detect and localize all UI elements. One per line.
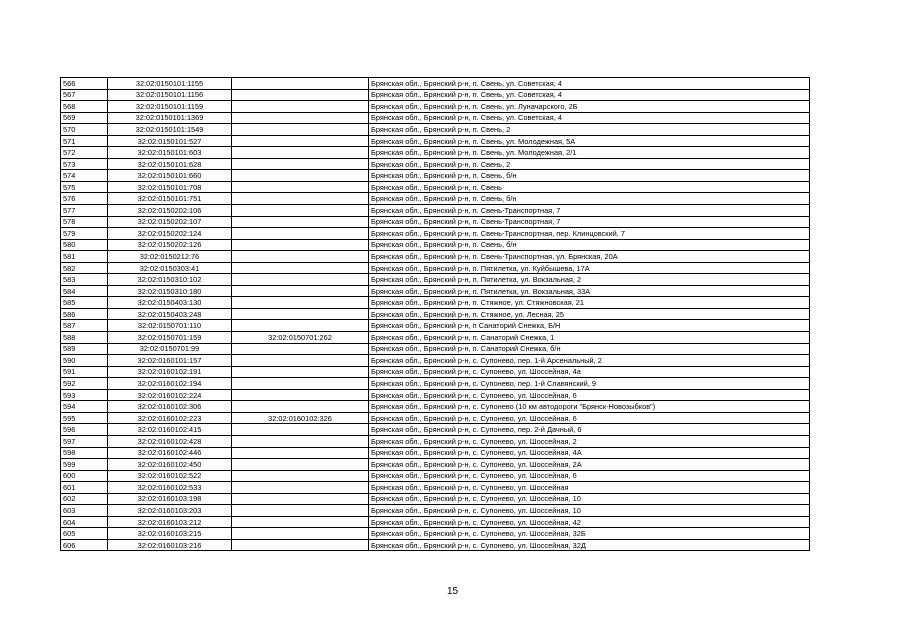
cadastral-number-cell: 32:02:0150701:159	[108, 332, 232, 344]
previous-cadastral-number-cell	[232, 112, 369, 124]
previous-cadastral-number-cell	[232, 539, 369, 551]
table-body	[61, 78, 810, 551]
previous-cadastral-number-cell	[232, 78, 369, 90]
address-cell: Брянская обл., Брянский р-н, с. Супонево, ул. Шоссейная, 10	[369, 493, 810, 505]
cadastral-number-cell: 32:02:0160102:415	[108, 424, 232, 436]
table-row	[61, 505, 810, 517]
previous-cadastral-number-cell	[232, 470, 369, 482]
row-number-cell: 584	[61, 285, 108, 297]
row-number-cell: 601	[61, 482, 108, 494]
previous-cadastral-number-cell	[232, 285, 369, 297]
previous-cadastral-number-cell	[232, 181, 369, 193]
address-cell: Брянская обл., Брянский р-н, п Санаторий Снежка, Б/Н	[369, 320, 810, 332]
previous-cadastral-number-cell	[232, 366, 369, 378]
cadastral-number-cell: 32:02:0160102:522	[108, 470, 232, 482]
previous-cadastral-number-cell	[232, 274, 369, 286]
table-row	[61, 216, 810, 228]
row-number-cell: 581	[61, 251, 108, 263]
cadastral-register-table	[60, 77, 810, 551]
cadastral-number-cell: 32:02:0150101:751	[108, 193, 232, 205]
table-row	[61, 193, 810, 205]
previous-cadastral-number-cell	[232, 158, 369, 170]
previous-cadastral-number-cell	[232, 135, 369, 147]
row-number-cell: 569	[61, 112, 108, 124]
row-number-cell: 570	[61, 124, 108, 136]
cadastral-number-cell: 32:02:0150403:130	[108, 297, 232, 309]
address-cell: Брянская обл., Брянский р-н, с. Супонево, ул. Шоссейная, 2А	[369, 459, 810, 471]
table-row	[61, 424, 810, 436]
address-cell: Брянская обл., Брянский р-н, с. Супонево, пер. 2-й Дачный, 6	[369, 424, 810, 436]
address-cell: Брянская обл., Брянский р-н, п. Свень, ул. Советская, 4	[369, 78, 810, 90]
address-cell: Брянская обл., Брянский р-н, п. Свень, ул. Молодежная, 5А	[369, 135, 810, 147]
table-row	[61, 389, 810, 401]
table-row	[61, 89, 810, 101]
table-row	[61, 124, 810, 136]
previous-cadastral-number-cell	[232, 493, 369, 505]
table-row	[61, 493, 810, 505]
address-cell: Брянская обл., Брянский р-н, п. Свень, 2	[369, 124, 810, 136]
row-number-cell: 575	[61, 181, 108, 193]
table-row	[61, 539, 810, 551]
row-number-cell: 606	[61, 539, 108, 551]
address-cell: Брянская обл., Брянский р-н, п. Свень, ул. Молодежная, 2/1	[369, 147, 810, 159]
cadastral-number-cell: 32:02:0150303:41	[108, 262, 232, 274]
previous-cadastral-number-cell	[232, 228, 369, 240]
row-number-cell: 603	[61, 505, 108, 517]
address-cell: Брянская обл., Брянский р-н, п. Санаторий Снежка, 1	[369, 332, 810, 344]
row-number-cell: 571	[61, 135, 108, 147]
cadastral-number-cell: 32:02:0160102:223	[108, 412, 232, 424]
address-cell: Брянская обл., Брянский р-н, п. Свень, б/н	[369, 193, 810, 205]
row-number-cell: 605	[61, 528, 108, 540]
table-row	[61, 274, 810, 286]
cadastral-number-cell: 32:02:0150101:1155	[108, 78, 232, 90]
cadastral-number-cell: 32:02:0150403:248	[108, 308, 232, 320]
address-cell: Брянская обл., Брянский р-н, с. Супонево, ул. Шоссейная, 4а	[369, 366, 810, 378]
row-number-cell: 588	[61, 332, 108, 344]
cadastral-number-cell: 32:02:0160103:198	[108, 493, 232, 505]
table-row	[61, 170, 810, 182]
table-row	[61, 401, 810, 413]
row-number-cell: 604	[61, 516, 108, 528]
table-row	[61, 378, 810, 390]
table-row	[61, 482, 810, 494]
cadastral-number-cell: 32:02:0150101:1159	[108, 101, 232, 113]
address-cell: Брянская обл., Брянский р-н, с. Супонево, пер. 1-й Славянский, 9	[369, 378, 810, 390]
table-row	[61, 158, 810, 170]
row-number-cell: 586	[61, 308, 108, 320]
row-number-cell: 567	[61, 89, 108, 101]
row-number-cell: 573	[61, 158, 108, 170]
row-number-cell: 582	[61, 262, 108, 274]
previous-cadastral-number-cell	[232, 124, 369, 136]
table-row	[61, 147, 810, 159]
table-row	[61, 101, 810, 113]
row-number-cell: 589	[61, 343, 108, 355]
address-cell: Брянская обл., Брянский р-н, с. Супонево, ул. Шоссейная, 10	[369, 505, 810, 517]
address-cell: Брянская обл., Брянский р-н, п. Свень, ул. Луначарского, 2Б	[369, 101, 810, 113]
address-cell: Брянская обл., Брянский р-н, п. Санаторий Снежка, б/н	[369, 343, 810, 355]
table-row	[61, 112, 810, 124]
address-cell: Брянская обл., Брянский р-н, с. Супонево, ул. Шоссейная, 32Б	[369, 528, 810, 540]
table-row	[61, 366, 810, 378]
row-number-cell: 593	[61, 389, 108, 401]
row-number-cell: 596	[61, 424, 108, 436]
cadastral-number-cell: 32:02:0160102:306	[108, 401, 232, 413]
address-cell: Брянская обл., Брянский р-н, п. Свень-Транспортная, 7	[369, 216, 810, 228]
table-row	[61, 308, 810, 320]
address-cell: Брянская обл., Брянский р-н, п. Стяжное, ул. Стяжновская, 21	[369, 297, 810, 309]
table-row	[61, 516, 810, 528]
previous-cadastral-number-cell	[232, 170, 369, 182]
previous-cadastral-number-cell	[232, 205, 369, 217]
address-cell: Брянская обл., Брянский р-н, п. Свень, 2	[369, 158, 810, 170]
cadastral-number-cell: 32:02:0150202:107	[108, 216, 232, 228]
row-number-cell: 594	[61, 401, 108, 413]
row-number-cell: 599	[61, 459, 108, 471]
page-number: 15	[446, 586, 459, 597]
row-number-cell: 597	[61, 435, 108, 447]
row-number-cell: 566	[61, 78, 108, 90]
previous-cadastral-number-cell	[232, 89, 369, 101]
table-row	[61, 135, 810, 147]
cadastral-number-cell: 32:02:0150202:124	[108, 228, 232, 240]
row-number-cell: 600	[61, 470, 108, 482]
address-cell: Брянская обл., Брянский р-н, п. Пятилетка, ул. Куйбышева, 17А	[369, 262, 810, 274]
address-cell: Брянская обл., Брянский р-н, с. Супонево (10 км автодороги "Брянск-Новозыбков")	[369, 401, 810, 413]
cadastral-number-cell: 32:02:0160102:191	[108, 366, 232, 378]
table-row	[61, 447, 810, 459]
row-number-cell: 595	[61, 412, 108, 424]
cadastral-number-cell: 32:02:0150701:99	[108, 343, 232, 355]
previous-cadastral-number-cell	[232, 459, 369, 471]
row-number-cell: 590	[61, 355, 108, 367]
address-cell: Брянская обл., Брянский р-н, п. Свень, ул. Советская, 4	[369, 112, 810, 124]
row-number-cell: 572	[61, 147, 108, 159]
address-cell: Брянская обл., Брянский р-н, с. Супонево, ул. Шоссейная, 6	[369, 412, 810, 424]
previous-cadastral-number-cell	[232, 297, 369, 309]
address-cell: Брянская обл., Брянский р-н, с. Супонево, ул. Шоссейная	[369, 482, 810, 494]
row-number-cell: 585	[61, 297, 108, 309]
table-row	[61, 239, 810, 251]
cadastral-number-cell: 32:02:0160102:450	[108, 459, 232, 471]
table-row	[61, 297, 810, 309]
previous-cadastral-number-cell	[232, 193, 369, 205]
address-cell: Брянская обл., Брянский р-н, п. Пятилетка, ул. Вокзальная, 33А	[369, 285, 810, 297]
cadastral-number-cell: 32:02:0150101:1549	[108, 124, 232, 136]
row-number-cell: 576	[61, 193, 108, 205]
cadastral-number-cell: 32:02:0160103:216	[108, 539, 232, 551]
address-cell: Брянская обл., Брянский р-н, п. Свень, ул. Советская, 4	[369, 89, 810, 101]
row-number-cell: 577	[61, 205, 108, 217]
cadastral-number-cell: 32:02:0150101:660	[108, 170, 232, 182]
cadastral-number-cell: 32:02:0160103:215	[108, 528, 232, 540]
address-cell: Брянская обл., Брянский р-н, с. Супонево, ул. Шоссейная, 32Д	[369, 539, 810, 551]
table-row	[61, 412, 810, 424]
address-cell: Брянская обл., Брянский р-н, с. Супонево, пер. 1-й Арсенальный, 2	[369, 355, 810, 367]
row-number-cell: 578	[61, 216, 108, 228]
previous-cadastral-number-cell	[232, 262, 369, 274]
address-cell: Брянская обл., Брянский р-н, п. Свень, б/н	[369, 239, 810, 251]
cadastral-number-cell: 32:02:0160102:533	[108, 482, 232, 494]
previous-cadastral-number-cell	[232, 528, 369, 540]
previous-cadastral-number-cell	[232, 216, 369, 228]
address-cell: Брянская обл., Брянский р-н, с. Супонево, ул. Шоссейная, 6	[369, 389, 810, 401]
previous-cadastral-number-cell	[232, 355, 369, 367]
row-number-cell: 579	[61, 228, 108, 240]
table-row	[61, 343, 810, 355]
row-number-cell: 574	[61, 170, 108, 182]
address-cell: Брянская обл., Брянский р-н, п. Стяжное, ул. Лесная, 25	[369, 308, 810, 320]
table-row	[61, 78, 810, 90]
table-row	[61, 181, 810, 193]
previous-cadastral-number-cell	[232, 505, 369, 517]
previous-cadastral-number-cell	[232, 239, 369, 251]
cadastral-number-cell: 32:02:0160103:203	[108, 505, 232, 517]
table-row	[61, 228, 810, 240]
previous-cadastral-number-cell	[232, 101, 369, 113]
cadastral-number-cell: 32:02:0150202:106	[108, 205, 232, 217]
cadastral-number-cell: 32:02:0160103:212	[108, 516, 232, 528]
previous-cadastral-number-cell	[232, 435, 369, 447]
previous-cadastral-number-cell	[232, 343, 369, 355]
row-number-cell: 602	[61, 493, 108, 505]
previous-cadastral-number-cell	[232, 516, 369, 528]
previous-cadastral-number-cell	[232, 482, 369, 494]
previous-cadastral-number-cell	[232, 251, 369, 263]
row-number-cell: 580	[61, 239, 108, 251]
table-row	[61, 528, 810, 540]
row-number-cell: 591	[61, 366, 108, 378]
cadastral-number-cell: 32:02:0150202:126	[108, 239, 232, 251]
cadastral-number-cell: 32:02:0160102:194	[108, 378, 232, 390]
cadastral-number-cell: 32:02:0150310:180	[108, 285, 232, 297]
cadastral-number-cell: 32:02:0150701:110	[108, 320, 232, 332]
address-cell: Брянская обл., Брянский р-н, с. Супонево, ул. Шоссейная, 4А	[369, 447, 810, 459]
address-cell: Брянская обл., Брянский р-н, с. Супонево, ул. Шоссейная, 6	[369, 470, 810, 482]
address-cell: Брянская обл., Брянский р-н, п. Свень	[369, 181, 810, 193]
address-cell: Брянская обл., Брянский р-н, п. Свень, б/н	[369, 170, 810, 182]
previous-cadastral-number-cell	[232, 320, 369, 332]
cadastral-number-cell: 32:02:0150212:76	[108, 251, 232, 263]
address-cell: Брянская обл., Брянский р-н, п. Свень-Транспортная, пер. Клинцовский, 7	[369, 228, 810, 240]
address-cell: Брянская обл., Брянский р-н, п. Свень-Транспортная, ул. Брянская, 20А	[369, 251, 810, 263]
cadastral-number-cell: 32:02:0150101:527	[108, 135, 232, 147]
previous-cadastral-number-cell	[232, 424, 369, 436]
previous-cadastral-number-cell: 32:02:0160102:326	[232, 412, 369, 424]
previous-cadastral-number-cell	[232, 389, 369, 401]
cadastral-number-cell: 32:02:0160102:428	[108, 435, 232, 447]
row-number-cell: 568	[61, 101, 108, 113]
previous-cadastral-number-cell	[232, 401, 369, 413]
cadastral-number-cell: 32:02:0150101:1369	[108, 112, 232, 124]
cadastral-number-cell: 32:02:0150101:708	[108, 181, 232, 193]
table-row	[61, 205, 810, 217]
row-number-cell: 592	[61, 378, 108, 390]
row-number-cell: 583	[61, 274, 108, 286]
table-row	[61, 459, 810, 471]
previous-cadastral-number-cell	[232, 308, 369, 320]
table-row	[61, 320, 810, 332]
address-cell: Брянская обл., Брянский р-н, с. Супонево, ул. Шоссейная, 42	[369, 516, 810, 528]
address-cell: Брянская обл., Брянский р-н, с. Супонево, ул. Шоссейная, 2	[369, 435, 810, 447]
table-row	[61, 435, 810, 447]
cadastral-number-cell: 32:02:0150310:102	[108, 274, 232, 286]
table-row	[61, 332, 810, 344]
cadastral-number-cell: 32:02:0160102:446	[108, 447, 232, 459]
previous-cadastral-number-cell	[232, 378, 369, 390]
cadastral-number-cell: 32:02:0160101:157	[108, 355, 232, 367]
cadastral-number-cell: 32:02:0150101:603	[108, 147, 232, 159]
cadastral-number-cell: 32:02:0150101:628	[108, 158, 232, 170]
address-cell: Брянская обл., Брянский р-н, п. Пятилетка, ул. Вокзальная, 2	[369, 274, 810, 286]
previous-cadastral-number-cell	[232, 447, 369, 459]
table-row	[61, 262, 810, 274]
previous-cadastral-number-cell	[232, 147, 369, 159]
address-cell: Брянская обл., Брянский р-н, п. Свень-Транспортная, 7	[369, 205, 810, 217]
row-number-cell: 598	[61, 447, 108, 459]
table-row	[61, 470, 810, 482]
previous-cadastral-number-cell: 32:02:0150701:262	[232, 332, 369, 344]
cadastral-number-cell: 32:02:0150101:1156	[108, 89, 232, 101]
row-number-cell: 587	[61, 320, 108, 332]
table-row	[61, 285, 810, 297]
table-row	[61, 251, 810, 263]
cadastral-number-cell: 32:02:0160102:224	[108, 389, 232, 401]
table-row	[61, 355, 810, 367]
